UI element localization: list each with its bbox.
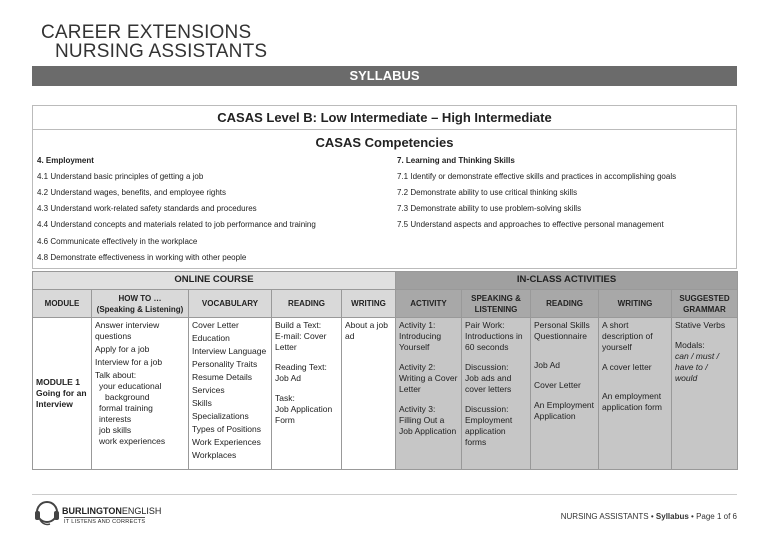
col-speaking: SPEAKING & LISTENING <box>462 290 531 318</box>
cell-howto: Answer interview questions Apply for a job Interview for a job Talk about: your educational background formal training interests job skills work experiences <box>92 318 189 470</box>
comp-left-4: 4.4 Understand concepts and materials related to job performance and training <box>37 220 316 229</box>
footer-bullet: • <box>650 512 654 521</box>
cell-speaking: Pair Work: Introductions in 60 seconds Discussion: Job ads and cover letters Discussion: Employment application forms <box>462 318 531 470</box>
comp-left-1: 4.1 Understand basic principles of getting a job <box>37 172 204 181</box>
cell-grammar: Stative Verbs Modals: can / must / have to / would <box>672 318 738 470</box>
syllabus-table <box>32 271 738 470</box>
col-vocabulary: VOCABULARY <box>189 290 272 318</box>
footer-page-info <box>561 512 737 521</box>
col-activity: ACTIVITY <box>396 290 462 318</box>
comp-right-4: 7.5 Understand aspects and approaches to effective personal management <box>397 220 664 229</box>
headset-icon <box>34 498 60 528</box>
col-howto: HOW TO … (Speaking & Listening) <box>92 290 189 318</box>
inclass-header: IN-CLASS ACTIVITIES <box>396 272 738 290</box>
col-writing: WRITING <box>342 290 396 318</box>
col-writing2: WRITING <box>599 290 672 318</box>
footer-rule <box>32 494 737 495</box>
header-line1: CAREER EXTENSIONS <box>41 22 252 43</box>
cell-activity: Activity 1: Introducing Yourself Activity 2: Writing a Cover Letter Activity 3: Filling Out a Job Application <box>396 318 462 470</box>
header-line2: NURSING ASSISTANTS <box>55 41 268 62</box>
cell-vocabulary: Cover Letter Education Interview Language Personality Traits Resume Details Services Skills Specializations Types of Positions Work Experiences Workplaces <box>189 318 272 470</box>
burlington-logo <box>32 498 162 528</box>
comp-left-2: 4.2 Understand wages, benefits, and employee rights <box>37 188 227 197</box>
logo-brand: BURLINGTON <box>62 506 122 516</box>
col-reading2: READING <box>531 290 599 318</box>
comp-left-5: 4.6 Communicate effectively in the workplace <box>37 237 198 246</box>
footer-course: NURSING ASSISTANTS <box>560 512 649 521</box>
col-reading: READING <box>272 290 342 318</box>
cell-reading: Build a Text: E-mail: Cover Letter Reading Text: Job Ad Task: Job Application Form <box>272 318 342 470</box>
cell-writing2: A short description of yourself A cover letter An employment application form <box>599 318 672 470</box>
cell-writing: About a job ad <box>342 318 396 470</box>
comp-right-1: 7.1 Identify or demonstrate effective skills and practices in accomplishing goals <box>397 172 677 181</box>
cell-reading2: Personal Skills Questionnaire Job Ad Cover Letter An Employment Application <box>531 318 599 470</box>
online-course-header: ONLINE COURSE <box>33 272 396 290</box>
comp-left-3: 4.3 Understand work-related safety standards and procedures <box>37 204 257 213</box>
competencies-box <box>32 129 737 269</box>
casas-level: CASAS Level B: Low Intermediate – High Intermediate <box>32 105 737 129</box>
footer-page: • Page 1 of 6 <box>691 512 737 521</box>
footer-doc: Syllabus <box>655 512 689 521</box>
cell-module: MODULE 1 Going for an Interview <box>33 318 92 470</box>
comp-right-2: 7.2 Demonstrate ability to use critical thinking skills <box>397 188 578 197</box>
comp-right-3: 7.3 Demonstrate ability to use problem-solving skills <box>397 204 582 213</box>
syllabus-bar: SYLLABUS <box>32 66 737 86</box>
comp-right-0: 7. Learning and Thinking Skills <box>397 156 515 165</box>
logo-tagline: IT LISTENS AND CORRECTS <box>64 519 146 525</box>
competencies-title: CASAS Competencies <box>315 135 454 150</box>
comp-left-0: 4. Employment <box>37 156 94 165</box>
comp-left-6: 4.8 Demonstrate effectiveness in working with other people <box>37 253 247 262</box>
col-module: MODULE <box>33 290 92 318</box>
col-grammar: SUGGESTED GRAMMAR <box>672 290 738 318</box>
logo-brand2: ENGLISH <box>121 506 162 516</box>
